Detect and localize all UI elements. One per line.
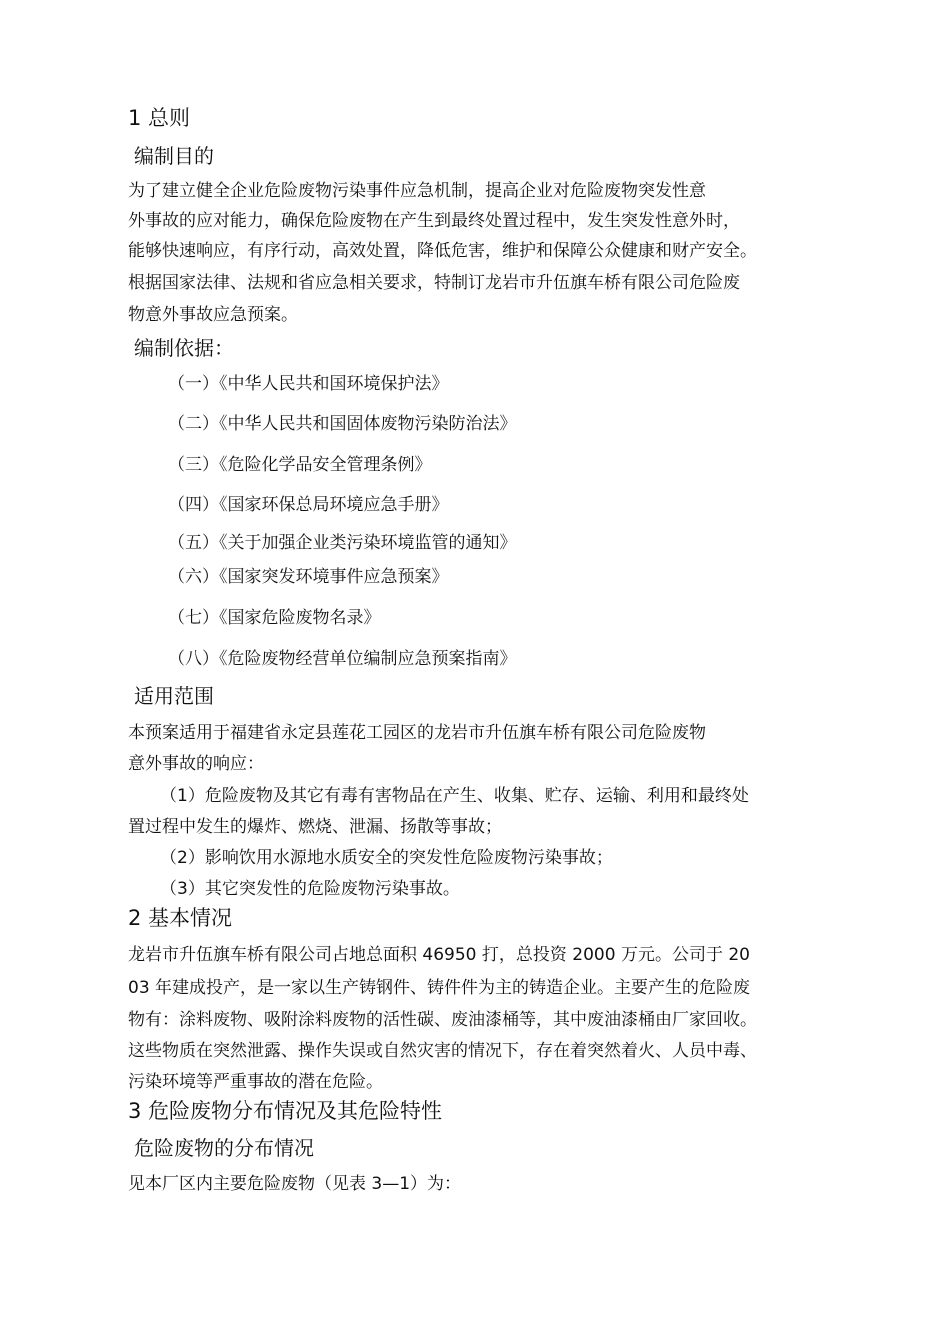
paragraph-line: 能够快速响应，有序行动，高效处置，降低危害，维护和保障公众健康和财产安全。 [128,241,757,261]
paragraph-line: （1）危险废物及其它有毒有害物品在产生、收集、贮存、运输、利用和最终处 [160,786,749,806]
list-item: （八）《危险废物经营单位编制应急预案指南》 [168,649,517,669]
list-item: （一）《中华人民共和国环境保护法》 [168,374,449,394]
paragraph-line: （3）其它突发性的危险废物污染事故。 [160,879,460,899]
section-heading: 1 总则 [128,106,191,130]
paragraph-line: 置过程中发生的爆炸、燃烧、泄漏、扬散等事故； [128,817,502,837]
paragraph-line: 见本厂区内主要危险废物（见表 3—1）为： [128,1174,462,1194]
paragraph-line: 龙岩市升伍旗车桥有限公司占地总面积 46950 打，总投资 2000 万元。公司于 20 [128,945,750,965]
paragraph-line: （2）影响饮用水源地水质安全的突发性危险废物污染事故； [160,848,613,868]
list-item: （五）《关于加强企业类污染环境监管的通知》 [168,533,517,553]
list-item: （六）《国家突发环境事件应急预案》 [168,567,449,587]
paragraph-line: 外事故的应对能力，确保危险废物在产生到最终处置过程中，发生突发性意外时， [128,211,740,231]
list-item: （三）《危险化学品安全管理条例》 [168,455,432,475]
paragraph-line: 本预案适用于福建省永定县莲花工园区的龙岩市升伍旗车桥有限公司危险废物 [128,723,706,743]
subsection-heading: 编制目的 [134,144,214,168]
section-heading: 2 基本情况 [128,906,233,930]
paragraph-line: 污染环境等严重事故的潜在危险。 [128,1072,383,1092]
section-heading: 3 危险废物分布情况及其危险特性 [128,1099,443,1123]
subsection-heading: 编制依据： [134,336,234,360]
paragraph-line: 为了建立健全企业危险废物污染事件应急机制，提高企业对危险废物突发性意 [128,181,706,201]
paragraph-line: 根据国家法律、法规和省应急相关要求，特制订龙岩市升伍旗车桥有限公司危险废 [128,273,740,293]
subsection-heading: 危险废物的分布情况 [134,1136,314,1160]
paragraph-line: 意外事故的响应： [128,754,264,774]
paragraph-line: 物意外事故应急预案。 [128,305,298,325]
list-item: （七）《国家危险废物名录》 [168,608,381,628]
paragraph-line: 这些物质在突然泄露、操作失误或自然灾害的情况下，存在着突然着火、人员中毒、 [128,1041,757,1061]
list-item: （四）《国家环保总局环境应急手册》 [168,495,449,515]
paragraph-line: 物有：涂料废物、吸附涂料废物的活性碳、废油漆桶等，其中废油漆桶由厂家回收。 [128,1010,757,1030]
list-item: （二）《中华人民共和国固体废物污染防治法》 [168,414,517,434]
paragraph-line: 03 年建成投产，是一家以生产铸钢件、铸件件为主的铸造企业。主要产生的危险废 [128,978,751,998]
subsection-heading: 适用范围 [134,684,214,708]
